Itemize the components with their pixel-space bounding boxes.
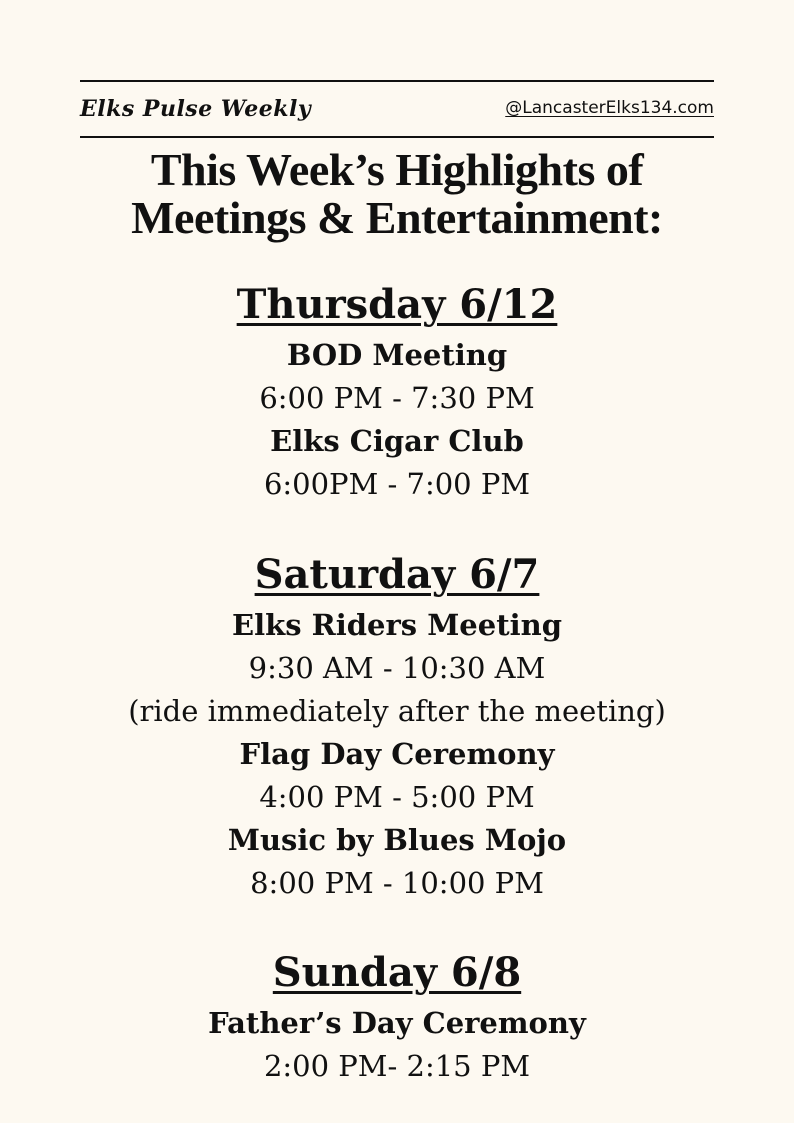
event-name: Flag Day Ceremony xyxy=(239,737,555,771)
event-time: 8:00 PM - 10:00 PM xyxy=(250,866,544,900)
event-name: BOD Meeting xyxy=(286,338,508,372)
day-section-sunday xyxy=(20,948,774,1088)
event-name: Music by Blues Mojo xyxy=(227,823,567,857)
day-section-thursday xyxy=(20,280,774,506)
event-time: 2:00 PM- 2:15 PM xyxy=(263,1049,531,1083)
page-title-line-1: This Week’s Highlights of xyxy=(150,144,644,195)
event-time: 6:00PM - 7:00 PM xyxy=(263,467,531,501)
event-name: Elks Riders Meeting xyxy=(232,608,562,642)
page-title xyxy=(40,146,754,242)
event-name: Elks Cigar Club xyxy=(270,424,524,458)
masthead xyxy=(80,80,714,138)
brand-logo: Elks Pulse Weekly xyxy=(80,96,312,122)
day-heading: Sunday 6/8 xyxy=(272,949,522,996)
event-time: 4:00 PM - 5:00 PM xyxy=(259,780,535,814)
day-heading: Saturday 6/7 xyxy=(254,551,540,598)
event-name: Father’s Day Ceremony xyxy=(208,1006,586,1040)
day-section-saturday xyxy=(20,550,774,905)
page-title-line-2: Meetings & Entertainment: xyxy=(131,192,663,243)
event-time: 6:00 PM - 7:30 PM xyxy=(259,381,535,415)
event-time: 9:30 AM - 10:30 AM xyxy=(248,651,546,685)
website-link[interactable]: @LancasterElks134.com xyxy=(505,98,714,118)
event-note: (ride immediately after the meeting) xyxy=(128,694,666,728)
day-heading: Thursday 6/12 xyxy=(236,281,558,328)
